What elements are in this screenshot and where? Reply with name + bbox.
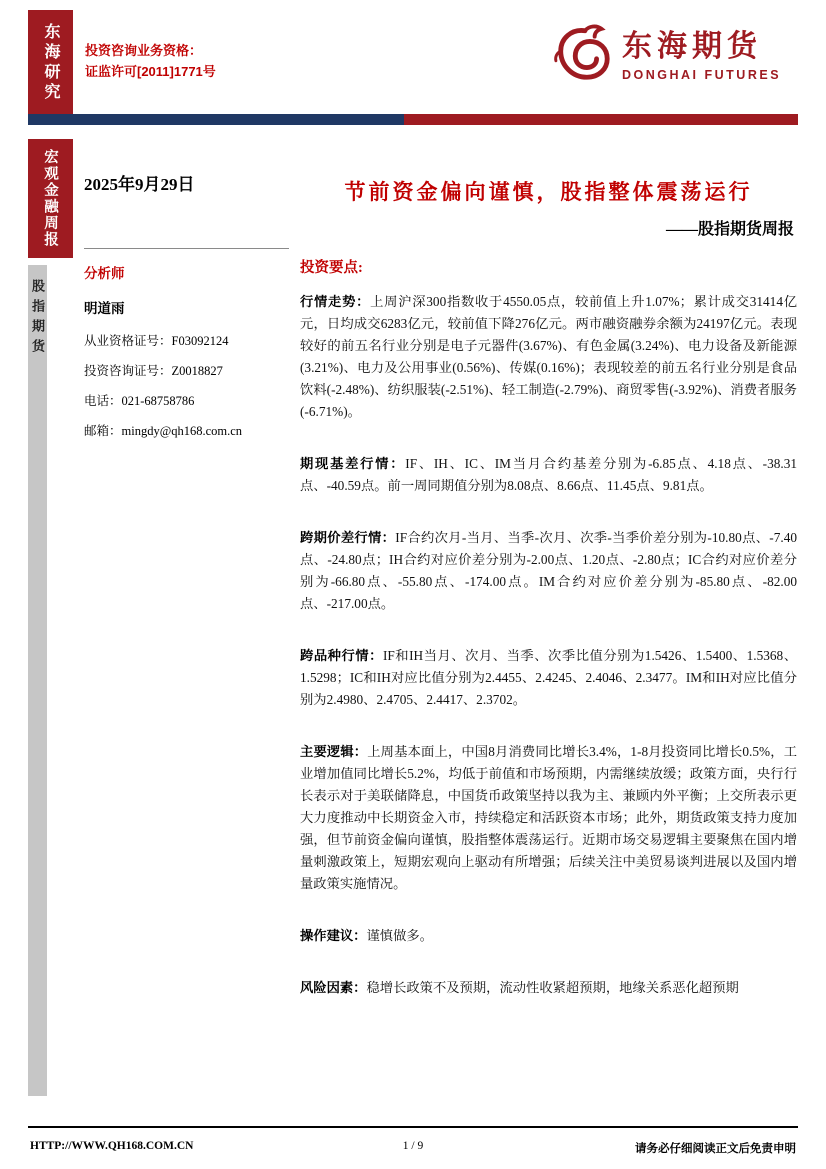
paragraph-text: IF合约次月-当月、当季-次月、次季-当季价差分别为-10.80点、-7.40点、-24.80点；IH合约对应价差分别为-2.00点、1.20点、-2.80点；IC合约对应价差分别为-66.80点、-55.80点、-174.00点。IM合约对应价差分别为-85.80点、-82.00点、-217.00点。 [300,530,797,611]
logo-chinese-name: 东海期货 [622,30,762,63]
footer-page-number: 1 / 9 [402,1140,424,1152]
paragraph-label: 风险因素： [300,980,367,995]
footer-disclaimer: 请务必仔细阅读正文后免责申明 [635,1143,796,1155]
paragraph-calendar-spread [300,527,797,615]
qualification-text [85,40,216,82]
paragraph-text: 上周沪深300指数收于4550.05点，较前值上升1.07%；累计成交31414亿元，日均成交6283亿元，较前值下降276亿元。两市融资融券余额为24197亿元。表现较好的前五名行业分别是电子元器件(3.67%)、有色金属(3.24%)、电力设备及新能源(3.21%)、电力及公用事业(0.56%)、传媒(0.16%)；表现较差的前五名行业分别是食品饮料(-2.48%)、纺织服装(-2.51%)、轻工制造(-2.79%)、商贸零售(-3.92%)、消费者服务(-6.71%)。 [300,294,798,419]
company-logo [552,20,781,88]
category-strip [28,265,47,1096]
report-subtitle: ——股指期货周报 [665,221,794,238]
page-title: 节前资金偏向谨慎，股指整体震荡运行 [344,180,753,204]
analyst-cert-no: 从业资格证号：F03092124 [84,334,229,348]
category-vertical-text: 股指期货 [30,279,45,359]
report-date: 2025年9月29日 [84,175,195,194]
paragraph-label: 跨期价差行情： [300,530,396,545]
report-type-box [28,139,73,258]
analyst-panel [84,248,289,451]
paragraph-label: 跨品种行情： [300,648,383,663]
paragraph-text: IF、IH、IC、IM当月合约基差分别为-6.85点、4.18点、-38.31点、-40.59点。前一周同期值分别为8.08点、8.66点、11.45点、9.81点。 [300,456,798,493]
analyst-advisory-no: 投资咨询证号：Z0018827 [84,364,223,378]
qualification-line2: 证监许可[2011]1771号 [85,64,216,79]
paragraph-risk [300,977,797,999]
paragraph-text: 上周基本面上，中国8月消费同比增长3.4%，1-8月投资同比增长0.5%，工业增加值同比增长5.2%，均低于前值和市场预期，内需继续放缓；政策方面，央行行长表示对于美联储降息，中国货币政策坚持以我为主、兼顾内外平衡；上交所表示更大力度推动中长期资金入市，持续稳定和活跃资本市场；此外，期货政策支持力度加强，但节前资金偏向谨慎，股指整体震荡运行。近期市场交易逻辑主要聚焦在国内增量刺激政策上，短期宏观向上驱动有所增强；后续关注中美贸易谈判进展以及国内增量政策实施情况。 [300,744,797,891]
paragraph-text: IF和IH当月、次月、当季、次季比值分别为1.5426、1.5400、1.5368、1.5298；IC和IH对应比值分别为2.4455、2.4245、2.4046、2.3477。IM和IH对应比值分别为2.4980、2.4705、2.4417、2.3702。 [300,648,798,707]
paragraph-basis [300,453,797,497]
key-points-title: 投资要点: [300,260,363,276]
divider-red-segment [404,114,798,125]
paragraph-label: 期现基差行情： [300,456,406,471]
paragraph-main-logic [300,741,797,895]
paragraph-text: 稳增长政策不及预期，流动性收紧超预期，地缘关系恶化超预期 [366,980,739,995]
logo-text [622,20,781,82]
paragraph-advice [300,925,797,947]
report-type-vertical-text: 宏观金融周报 [42,149,58,248]
footer-url[interactable]: HTTP://WWW.QH168.COM.CN [30,1140,194,1152]
brand-vertical-text: 东海研究 [42,23,59,103]
analyst-email[interactable]: 邮箱：mingdy@qh168.com.cn [84,424,243,438]
analyst-section-label: 分析师 [84,266,125,281]
brand-box [28,10,73,116]
paragraph-market-trend [300,291,797,423]
analyst-name: 明道雨 [84,301,125,316]
qualification-line1: 投资咨询业务资格： [85,43,203,58]
divider-navy-segment [28,114,404,125]
paragraph-label: 操作建议： [300,928,367,943]
dragon-logo-icon [552,20,614,88]
paragraph-label: 行情走势： [300,294,371,309]
footer [28,1138,798,1160]
logo-english-name: DONGHAI FUTURES [622,68,782,82]
paragraph-text: 谨慎做多。 [366,928,433,943]
analyst-phone: 电话：021-68758786 [84,394,195,408]
paragraph-label: 主要逻辑： [300,744,368,759]
paragraph-cross-product [300,645,797,711]
footer-divider [28,1126,798,1128]
analyst-divider [84,248,289,249]
main-content [300,256,797,1029]
header-divider [28,114,798,125]
